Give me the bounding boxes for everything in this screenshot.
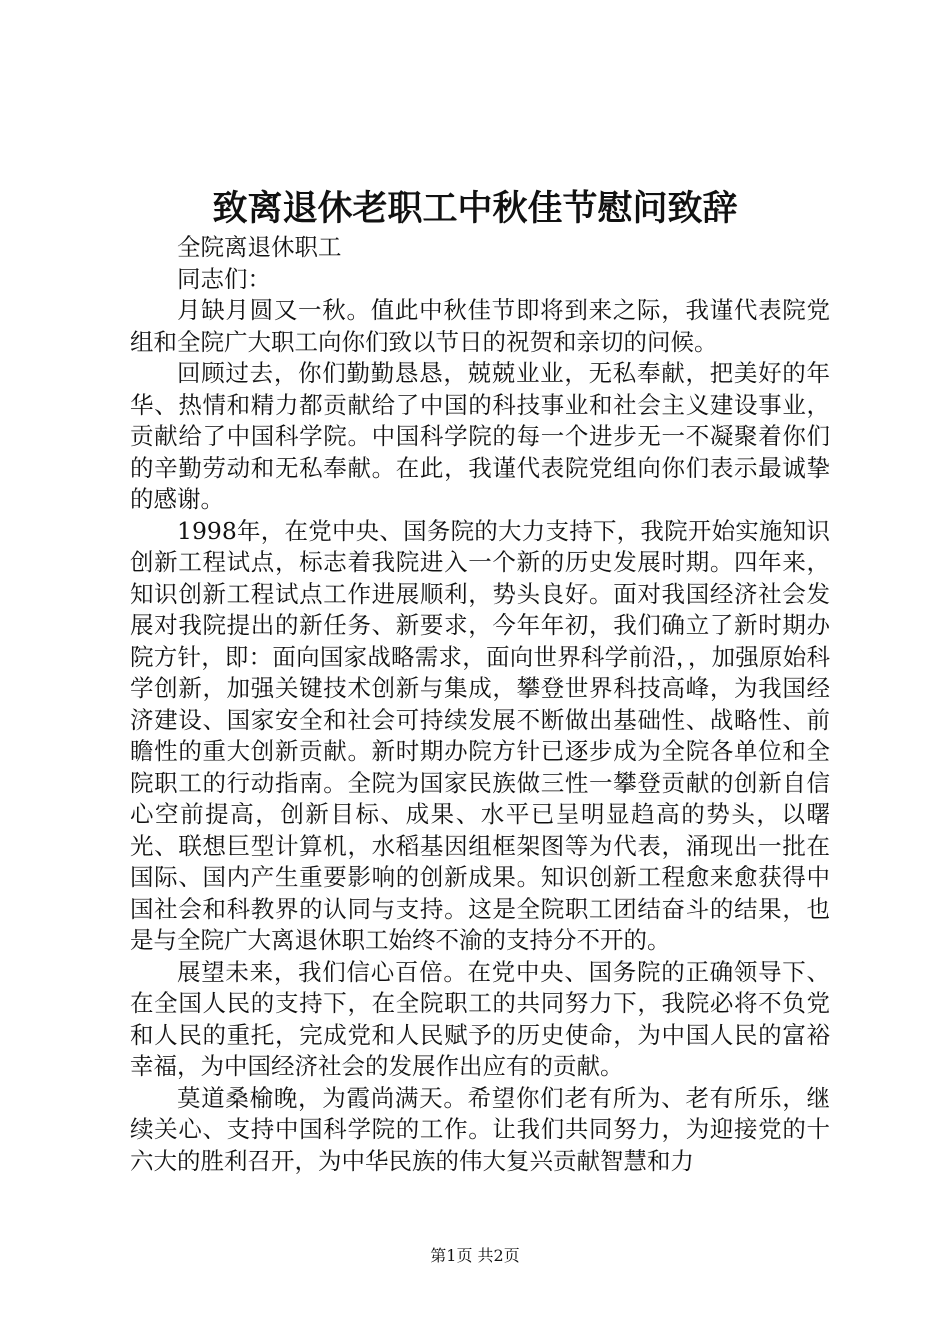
page-footer: 第1页 共2页: [430, 1246, 520, 1265]
document-body: [130, 232, 830, 1177]
paragraph: 月缺月圆又一秋。值此中秋佳节即将到来之际，我谨代表院党组和全院广大职工向你们致以节日的祝贺和亲切的问候。: [130, 296, 830, 356]
paragraph: 1998年，在党中央、国务院的大力支持下，我院开始实施知识创新工程试点，标志着我院进入一个新的历史发展时期。四年来，知识创新工程试点工作进展顺利，势头良好。面对我国经济社会发展对我院提出的新任务、新要求，今年年初，我们确立了新时期办院方针，即：面向国家战略需求，面向世界科学前沿，，加强原始科学创新，加强关键技术创新与集成，攀登世界科技高峰，为我国经济建设、国家安全和社会可持续发展不断做出基础性、战略性、前瞻性的重大创新贡献。新时期办院方针已逐步成为全院各单位和全院职工的行动指南。全院为国家民族做三性一攀登贡献的创新自信心空前提高，创新目标、成果、水平已呈明显趋高的势头，以曙光、联想巨型计算机，水稻基因组框架图等为代表，涌现出一批在国际、国内产生重要影响的创新成果。知识创新工程愈来愈获得中国社会和科教界的认同与支持。这是全院职工团结奋斗的结果，也是与全院广大离退休职工始终不渝的支持分不开的。: [130, 516, 830, 954]
salutation: 全院离退休职工: [177, 233, 342, 261]
paragraph: 莫道桑榆晚，为霞尚满天。希望你们老有所为、老有所乐，继续关心、支持中国科学院的工作。让我们共同努力，为迎接党的十六大的胜利召开，为中华民族的伟大复兴贡献智慧和力: [130, 1083, 830, 1175]
greeting: 同志们：: [177, 264, 271, 293]
paragraph: 回顾过去，你们勤勤恳恳，兢兢业业，无私奉献，把美好的年华、热情和精力都贡献给了中国的科技事业和社会主义建设事业，贡献给了中国科学院。中国科学院的每一个进步无一不凝聚着你们的辛勤劳动和无私奉献。在此，我谨代表院党组向你们表示最诚挚的感谢。: [130, 359, 830, 513]
document-title: 致离退休老职工中秋佳节慰问致辞: [212, 188, 738, 229]
paragraph: 展望未来，我们信心百倍。在党中央、国务院的正确领导下、在全国人民的支持下，在全院职工的共同努力下，我院必将不负党和人民的重托，完成党和人民赋予的历史使命，为中国人民的富裕幸福，为中国经济社会的发展作出应有的贡献。: [130, 957, 830, 1080]
